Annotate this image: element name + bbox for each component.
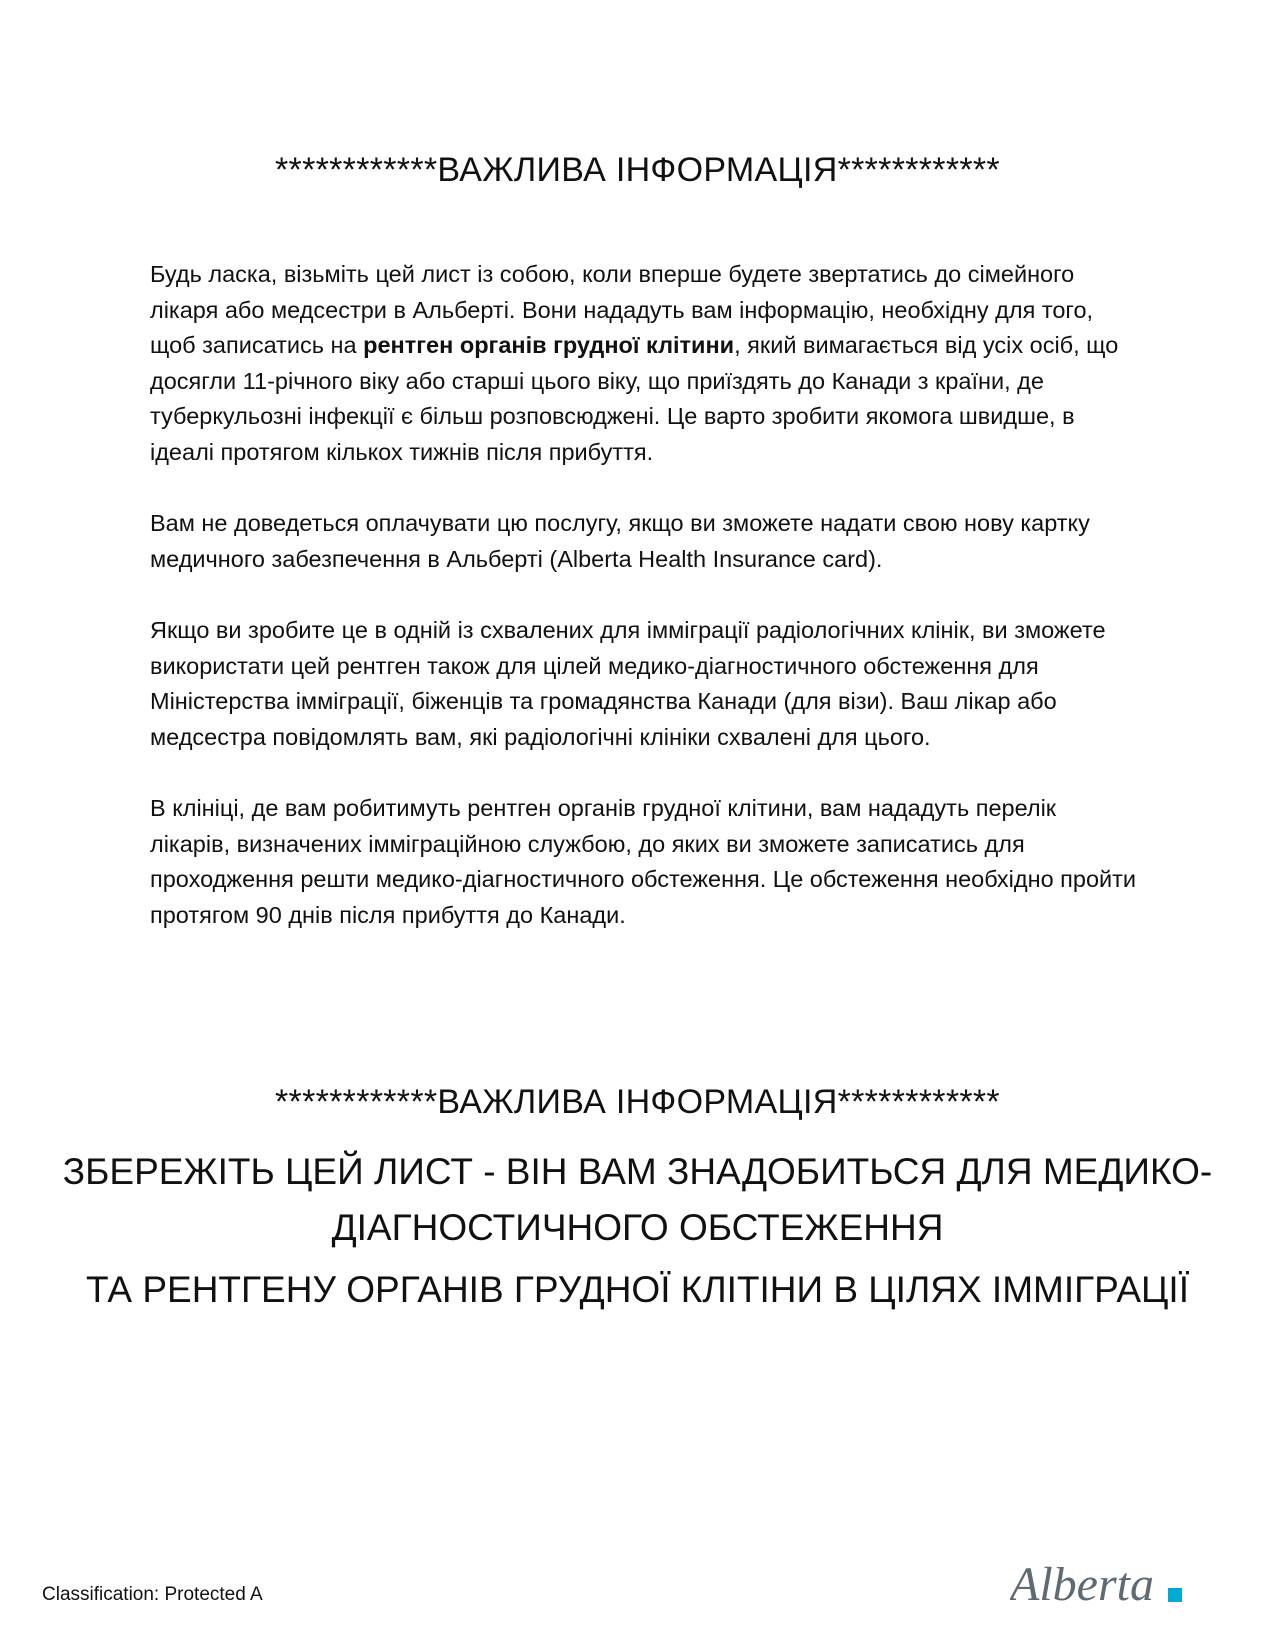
paragraph-insurance-card: Вам не доведеться оплачувати цю послугу, якщо ви зможете надати свою нову картку медичного забезпечення в Альберті (Alberta Health Insurance card). (150, 510, 1090, 572)
paragraph-physician-list: В клініці, де вам робитимуть рентген органів грудної клітини, вам нададуть перелік лікарів, визначених імміграційною службою, до яких ви зможете записатись для проходження решти медико-діагностичного обстеження. Це обстеження необхідно пройти протягом 90 днів після прибуття до Канади. (150, 795, 1137, 928)
paragraph-1-start: Будь ласка, візьміть цей лист із собою, коли вперше будете звертатись до сімейного лікаря або медсестри в Альберті. Вони нададуть вам інформацію, необхідну для того, щоб записатись на (150, 261, 1094, 358)
keep-letter-notice: ЗБЕРЕЖІТЬ ЦЕЙ ЛИСТ - ВІН ВАМ ЗНАДОБИТЬСЯ ДЛЯ МЕДИКО-ДІАГНОСТИЧНОГО ОБСТЕЖЕННЯ (62, 1151, 1213, 1248)
alberta-logo-square (1168, 1588, 1182, 1602)
body-text (150, 257, 1140, 969)
paragraph-chest-xray (150, 257, 1140, 470)
classification-label: Classification: Protected A (42, 1584, 263, 1605)
paragraph-1-end: , який вимагається від усіх осіб, що досягли 11-річного віку або старші цього віку, що приїздять до Канади з країни, де туберкульозні інфекції є більш розповсюджені. Це варто зробити якомога швидше, в ідеалі протягом кількох тижнів після прибуття. (150, 332, 1119, 465)
chest-xray-emphasis: рентген органів грудної клітини (363, 332, 735, 358)
keep-letter-notice-continued: ТА РЕНТГЕНУ ОРГАНІВ ГРУДНОЇ КЛІТІНИ В ЦІЛЯХ ІММІГРАЦІЇ (86, 1269, 1189, 1310)
important-info-banner-top: ************ВАЖЛИВА ІНФОРМАЦІЯ************ (275, 151, 1000, 189)
alberta-logo-text: Alberta (1010, 1558, 1154, 1611)
alberta-logo-icon (1010, 1550, 1200, 1620)
paragraph-approved-clinics: Якщо ви зробите це в одній із схвалених для імміграції радіологічних клінік, ви зможете використати цей рентген також для цілей медико-діагностичного обстеження для Міністерства імміграції, біженців та громадянства Канади (для візи). Ваш лікар або медсестра повідомлять вам, які радіологічні клініки схвалені для цього. (150, 617, 1106, 750)
important-info-banner-bottom: ************ВАЖЛИВА ІНФОРМАЦІЯ************ (275, 1083, 1000, 1121)
